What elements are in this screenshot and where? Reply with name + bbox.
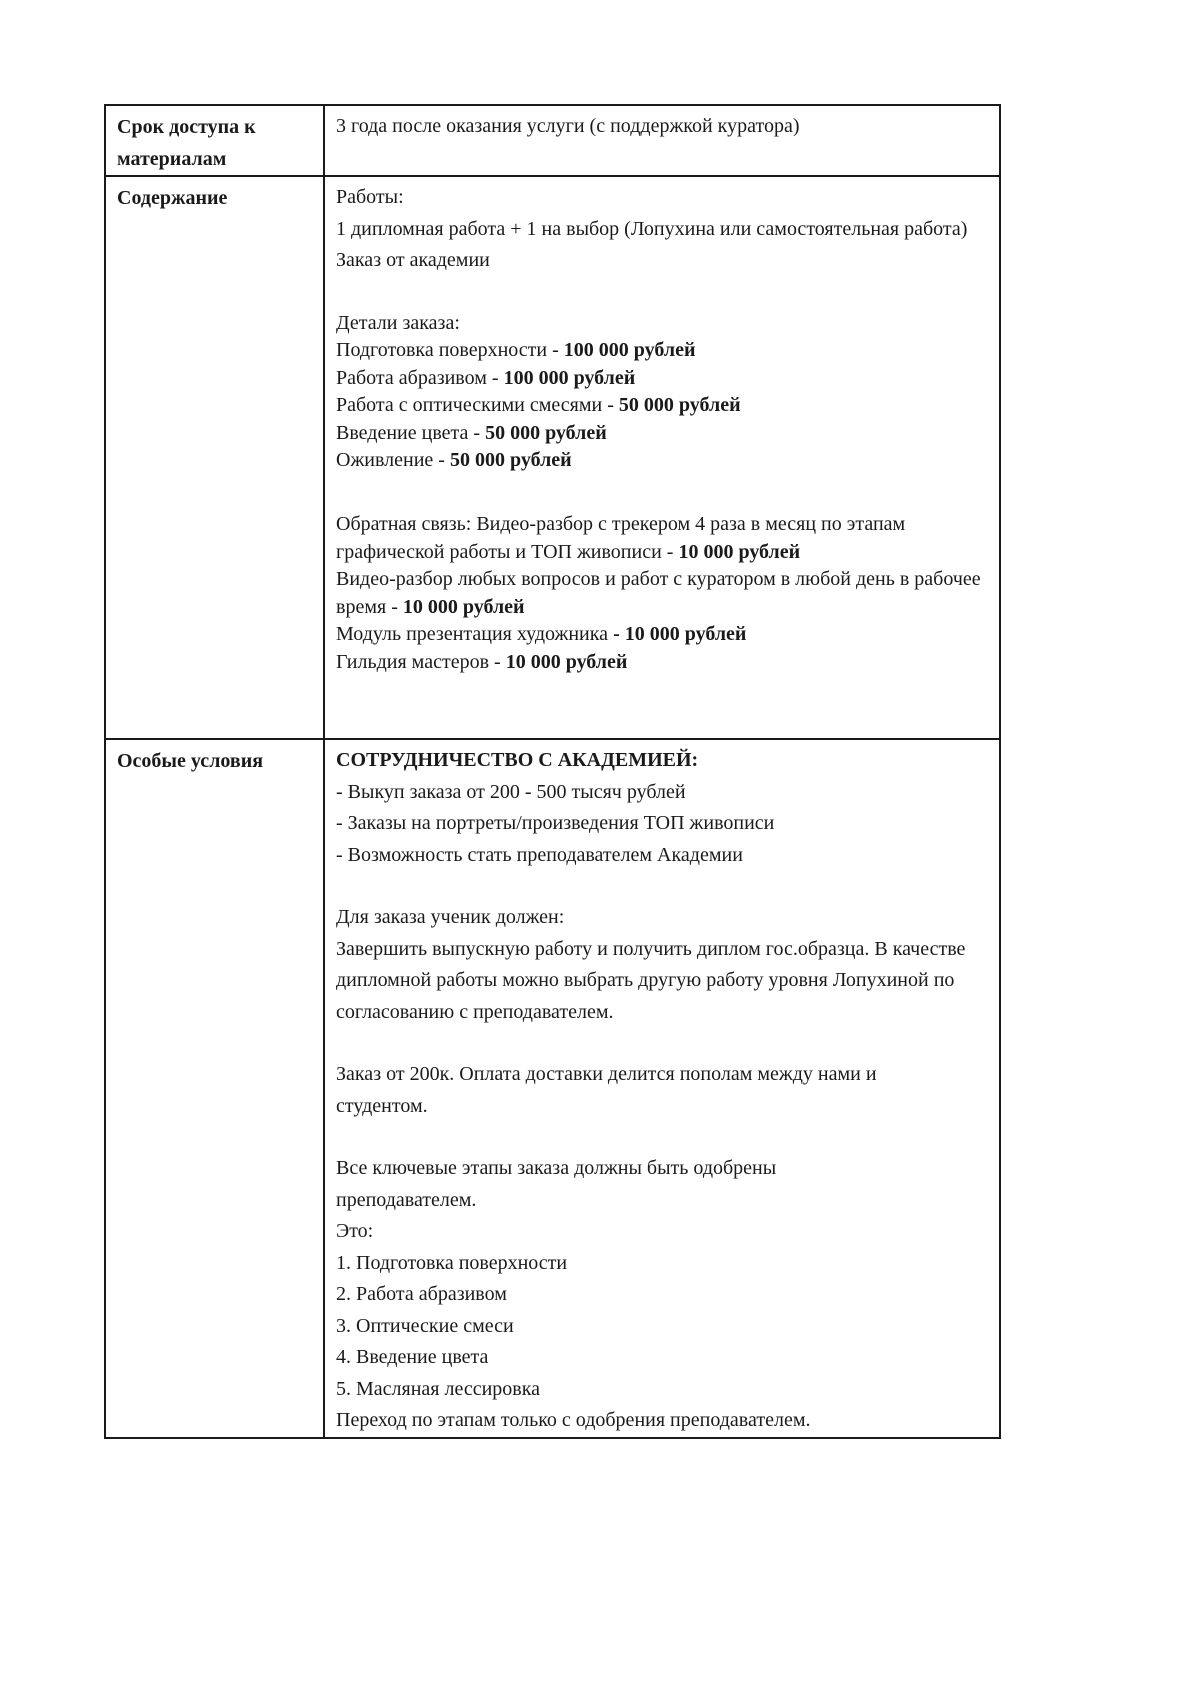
feedback-item: Видео-разбор любых вопросов и работ с куратором в любой день в рабочее время - 10 000 рублей <box>336 568 981 618</box>
price: 50 000 рублей <box>618 394 741 417</box>
works-line: 1 дипломная работа + 1 на выбор (Лопухина или самостоятельная работа) <box>336 217 968 240</box>
order-item: Оживление - 50 000 рублей <box>336 449 572 472</box>
order-details-heading: Детали заказа: <box>336 311 460 334</box>
works-section <box>336 182 989 277</box>
stage-item: 5. Масляная лессировка <box>336 1377 541 1400</box>
order-details-section <box>336 310 989 476</box>
row-value <box>324 176 1000 739</box>
price: 100 000 рублей <box>563 339 696 362</box>
order-item: Подготовка поверхности - 100 000 рублей <box>336 339 696 362</box>
row-label <box>105 739 324 1438</box>
feedback-section <box>336 511 989 677</box>
row-value <box>324 105 1000 176</box>
price: 10 000 рублей <box>624 623 747 646</box>
stage-item: 4. Введение цвета <box>336 1346 489 1368</box>
access-period-label: Срок доступа к материалам <box>117 116 256 170</box>
requirements-section <box>336 902 989 1028</box>
feedback-item: Обратная связь: Видео-разбор с трекером 4 раза в месяц по этапам графической работы и ТОП живописи - 10 000 рублей <box>336 513 906 563</box>
price: 50 000 рублей <box>449 449 572 472</box>
row-label <box>105 105 324 176</box>
approval-footer: Переход по этапам только с одобрения преподавателем. <box>336 1409 811 1431</box>
requirements-text: Завершить выпускную работу и получить диплом гос.образца. В качестве дипломной работы можно выбрать другую работу уровня Лопухиной по согласованию с преподавателем. <box>336 937 966 1023</box>
works-heading: Работы: <box>336 186 404 208</box>
stage-item: 2. Работа абразивом <box>336 1283 507 1305</box>
special-conditions-label: Особые условия <box>117 750 264 772</box>
approval-section <box>336 1153 989 1437</box>
works-line: Заказ от академии <box>336 249 490 271</box>
requirements-heading: Для заказа ученик должен: <box>336 906 565 928</box>
feedback-item: Модуль презентация художника - 10 000 рублей <box>336 623 747 646</box>
row-label <box>105 176 324 739</box>
stage-item: 3. Оптические смеси <box>336 1314 514 1337</box>
access-period-value: 3 года после оказания услуги (с поддержкой куратора) <box>336 115 800 137</box>
cooperation-bullet: - Выкуп заказа от 200 - 500 тысяч рублей <box>336 780 686 803</box>
order-item: Работа абразивом - 100 000 рублей <box>336 366 636 389</box>
approval-text: Все ключевые этапы заказа должны быть одобрены преподавателем. <box>336 1157 777 1211</box>
order-item: Введение цвета - 50 000 рублей <box>336 421 607 444</box>
price: 10 000 рублей <box>402 595 525 618</box>
cooperation-bullet: - Заказы на портреты/произведения ТОП живописи <box>336 812 775 834</box>
cooperation-heading: СОТРУДНИЧЕСТВО С АКАДЕМИЕЙ: <box>336 749 699 771</box>
price: 50 000 рублей <box>485 421 607 444</box>
feedback-item: Гильдия мастеров - 10 000 рублей <box>336 651 628 674</box>
payment-text: Заказ от 200к. Оплата доставки делится пополам между нами и студентом. <box>336 1063 877 1117</box>
payment-section <box>336 1059 989 1122</box>
table-row-content <box>105 176 1000 739</box>
stage-item: 1. Подготовка поверхности <box>336 1251 568 1274</box>
content-label: Содержание <box>117 187 228 209</box>
approval-intro: Это: <box>336 1220 374 1242</box>
price: 100 000 рублей <box>503 366 636 389</box>
cooperation-section <box>336 745 989 871</box>
table-row-special-conditions <box>105 739 1000 1438</box>
course-terms-table <box>104 104 1001 1439</box>
price: 10 000 рублей <box>505 651 628 674</box>
cooperation-bullet: - Возможность стать преподавателем Академии <box>336 843 743 866</box>
row-value <box>324 739 1000 1438</box>
table-row-access-period <box>105 105 1000 176</box>
order-item: Работа с оптическими смесями - 50 000 рублей <box>336 394 741 417</box>
price: 10 000 рублей <box>678 540 801 563</box>
